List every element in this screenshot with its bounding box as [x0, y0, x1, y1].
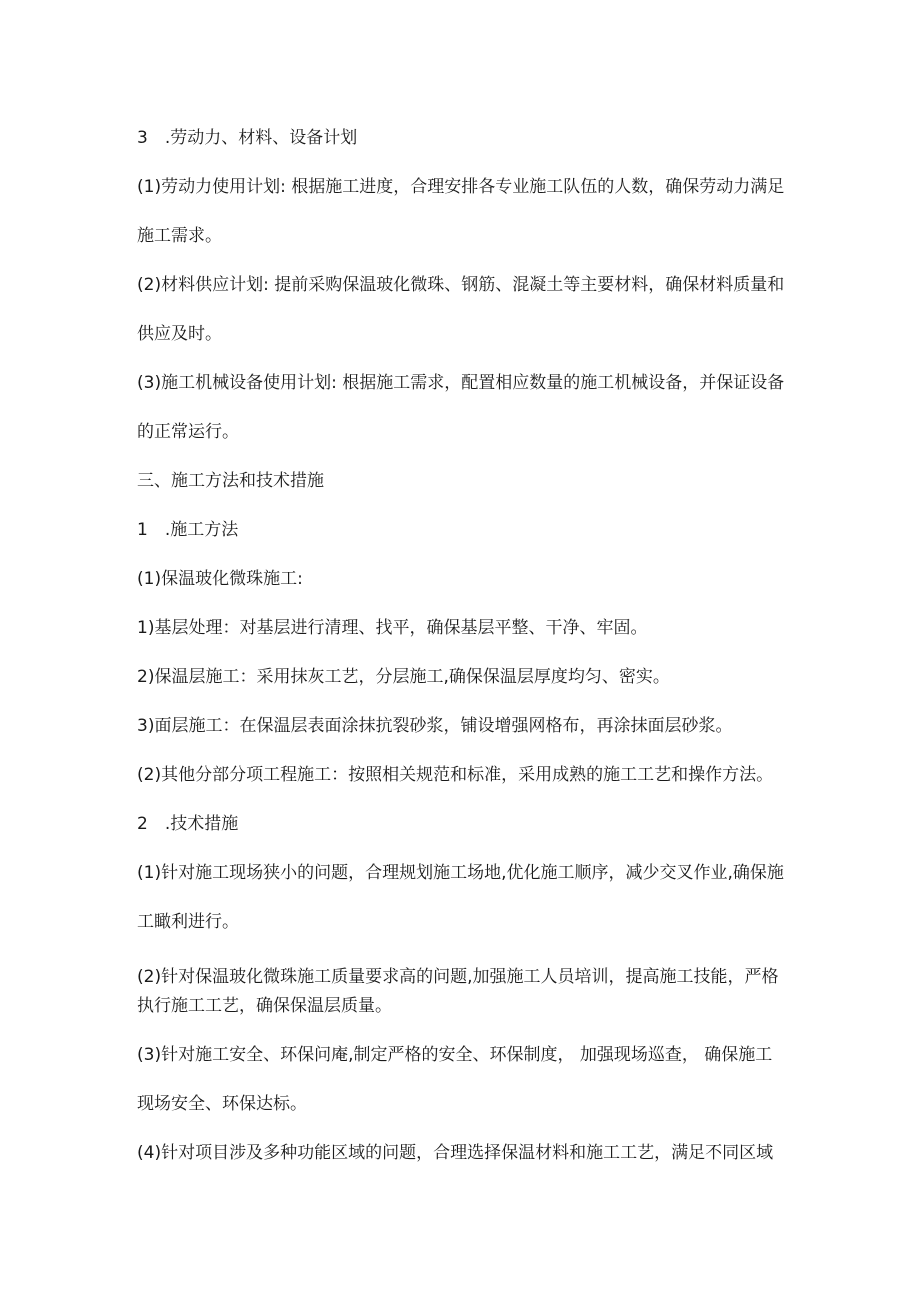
- subheading-insulation-microbead-construction: (1)保温玻化微珠施工:: [137, 569, 303, 589]
- paragraph-measure-2-line-2: 执行施工工艺，确保保温层质量。: [137, 996, 392, 1016]
- paragraph-measure-3-line-1: (3)针对施工安全、环保问庵,制定严格的安全、环保制度， 加强现场巡查， 确保施工: [137, 1045, 773, 1065]
- paragraph-measure-2-line-1: (2)针对保温玻化微珠施工质量要求高的问题,加强施工人员培训，提高施工技能，严格: [137, 967, 779, 987]
- paragraph-equipment-plan-line-2: 的正常运行。: [137, 422, 239, 442]
- paragraph-material-plan-line-2: 供应及时。: [137, 324, 222, 344]
- list-item-insulation-layer: 2)保温层施工：采用抹灰工艺，分层施工,确保保温层厚度均匀、密实。: [137, 667, 670, 687]
- paragraph-equipment-plan-line-1: (3)施工机械设备使用计划: 根据施工需求，配置相应数量的施工机械设备，并保证设备: [137, 373, 785, 393]
- paragraph-material-plan-line-1: (2)材料供应计划: 提前采购保温玻化微珠、钢筋、混凝土等主要材料，确保材料质量和: [137, 275, 785, 295]
- paragraph-labor-plan-line-1: (1)劳动力使用计划: 根据施工进度，合理安排各专业施工队伍的人数，确保劳动力满足: [137, 177, 785, 197]
- paragraph-measure-1-line-1: (1)针对施工现场狭小的问题，合理规划施工场地,优化施工顺序，减少交叉作业,确保施: [137, 863, 784, 883]
- paragraph-other-works: (2)其他分部分项工程施工：按照相关规范和标准，采用成熟的施工工艺和操作方法。: [137, 765, 774, 785]
- heading-labor-materials-equipment-plan: 3 .劳动力、材料、设备计划: [137, 128, 358, 148]
- list-item-surface-layer: 3)面层施工：在保温层表面涂抹抗裂砂浆，铺设增强网格布，再涂抹面层砂浆。: [137, 716, 733, 736]
- paragraph-measure-3-line-2: 现场安全、环保达标。: [137, 1094, 307, 1114]
- heading-construction-methods: 1 .施工方法: [137, 520, 239, 540]
- heading-construction-methods-and-technical-measures: 三、施工方法和技术措施: [137, 471, 324, 491]
- paragraph-measure-4-line-1: (4)针对项目涉及多种功能区域的问题，合理选择保温材料和施工工艺，满足不同区域: [137, 1143, 774, 1163]
- paragraph-measure-1-line-2: 工瞰利进行。: [137, 912, 239, 932]
- list-item-base-treatment: 1)基层处理：对基层进行清理、找平，确保基层平整、干净、牢固。: [137, 618, 648, 638]
- heading-technical-measures: 2 .技术措施: [137, 814, 239, 834]
- paragraph-labor-plan-line-2: 施工需求。: [137, 226, 222, 246]
